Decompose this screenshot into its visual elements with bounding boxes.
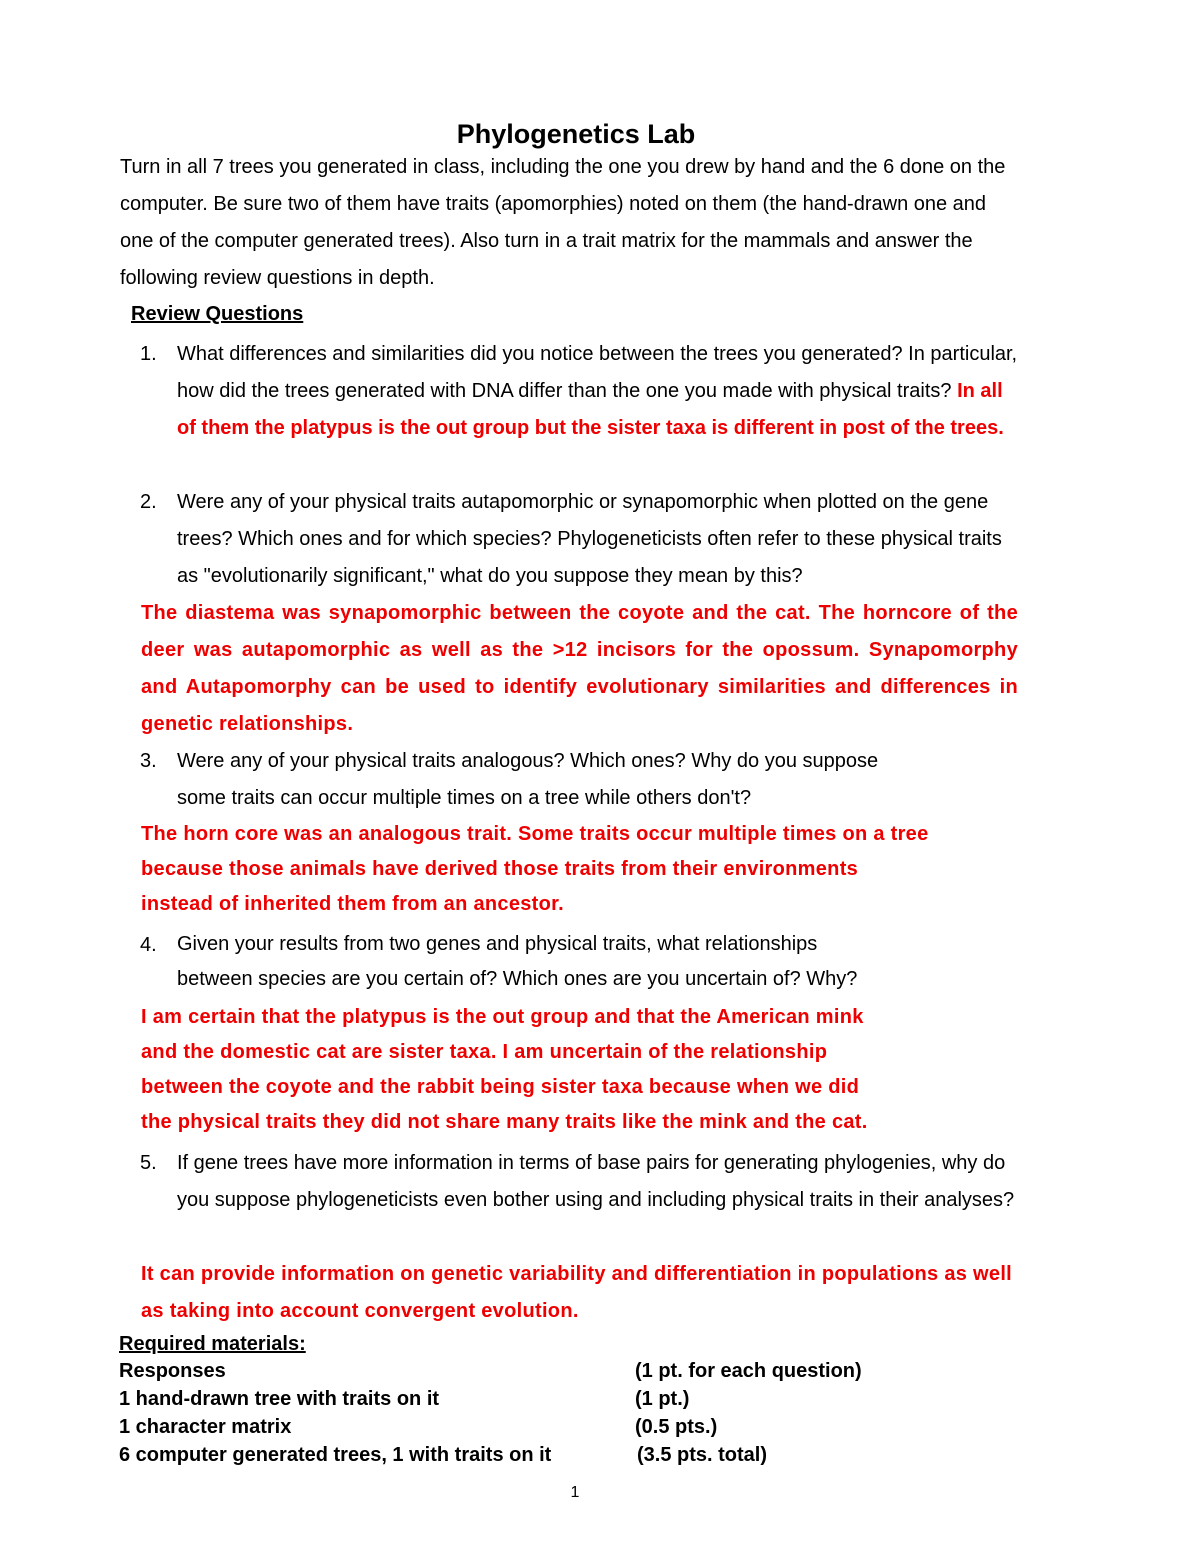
- answer-line: and the domestic cat are sister taxa. I am uncertain of the relationship: [141, 1041, 828, 1063]
- page-title: Phylogenetics Lab: [456, 119, 696, 149]
- review-questions-heading: Review Questions: [131, 303, 304, 325]
- required-item-label: 1 hand-drawn tree with traits on it: [119, 1388, 440, 1410]
- question-1: [140, 336, 1020, 447]
- required-item: [119, 1388, 690, 1411]
- answer-text: In all of them the platypus is the out group but the sister taxa is different in post of the trees.: [177, 380, 1004, 439]
- question-number: 4.: [140, 934, 157, 956]
- answer-line: the physical traits they did not share many traits like the mink and the cat.: [141, 1111, 868, 1133]
- question-2: [140, 484, 1020, 595]
- page-number: 1: [570, 1484, 580, 1501]
- answer-5: It can provide information on genetic variability and differentiation in populations as well as taking into account convergent evolution.: [141, 1263, 1013, 1322]
- required-item-label: 1 character matrix: [119, 1416, 292, 1438]
- question-text: If gene trees have more information in terms of base pairs for generating phylogenies, why do you suppose phylogeneticists even bother using and including physical traits in their analyses?: [177, 1152, 1015, 1211]
- question-5: [140, 1145, 1020, 1219]
- answer-4: [141, 1000, 1018, 1140]
- question-text: What differences and similarities did you notice between the trees you generated? In particular, how did the trees generated with DNA differ than the one you made with physical traits?: [177, 343, 1018, 402]
- required-item: [119, 1444, 768, 1467]
- required-item-points: (3.5 pts. total): [637, 1444, 768, 1466]
- question-number: 3.: [140, 750, 157, 772]
- question-number: 1.: [140, 343, 157, 365]
- required-item-label: Responses: [119, 1360, 226, 1382]
- question-3: [140, 743, 1020, 817]
- answer-line: because those animals have derived those traits from their environments: [141, 858, 859, 880]
- required-item: [119, 1416, 718, 1439]
- required-item-label: 6 computer generated trees, 1 with traits on it: [119, 1444, 552, 1466]
- required-item-points: (0.5 pts.): [635, 1416, 718, 1438]
- answer-line: instead of inherited them from an ancestor.: [141, 893, 564, 915]
- question-text: Were any of your physical traits autapomorphic or synapomorphic when plotted on the gene trees? Which ones and for which species? Phylogeneticists often refer to these physical traits as "evolutionarily significant," what do you suppose they mean by this?: [177, 491, 1002, 587]
- required-materials-heading: Required materials:: [119, 1333, 306, 1355]
- question-line: some traits can occur multiple times on a tree while others don't?: [177, 787, 752, 809]
- required-item: [119, 1360, 862, 1383]
- answer-3: [141, 817, 1018, 922]
- question-line: Given your results from two genes and physical traits, what relationships: [177, 933, 818, 955]
- answer-line: The horn core was an analogous trait. Some traits occur multiple times on a tree: [141, 823, 929, 845]
- question-number: 2.: [140, 491, 157, 513]
- question-4: [140, 927, 1020, 997]
- required-item-points: (1 pt.): [635, 1388, 690, 1410]
- answer-line: I am certain that the platypus is the out group and that the American mink: [141, 1006, 864, 1028]
- answer-line: between the coyote and the rabbit being sister taxa because when we did: [141, 1076, 860, 1098]
- question-number: 5.: [140, 1152, 157, 1174]
- intro-paragraph: Turn in all 7 trees you generated in class, including the one you drew by hand and the 6 done on the computer. Be sure two of them have traits (apomorphies) noted on them (the hand-drawn one and one of the computer generated trees). Also turn in a trait matrix for the mammals and answer the following review questions in depth.: [120, 156, 1006, 289]
- question-line: Were any of your physical traits analogous? Which ones? Why do you suppose: [177, 750, 879, 772]
- answer-2: The diastema was synapomorphic between the coyote and the cat. The horncore of the deer was autapomorphic as well as the >12 incisors for the opossum. Synapomorphy and Autapomorphy can be used to identify evolutionary similarities and differences in genetic relationships.: [141, 602, 1018, 735]
- question-line: between species are you certain of? Which ones are you uncertain of? Why?: [177, 968, 858, 990]
- required-item-points: (1 pt. for each question): [635, 1360, 862, 1382]
